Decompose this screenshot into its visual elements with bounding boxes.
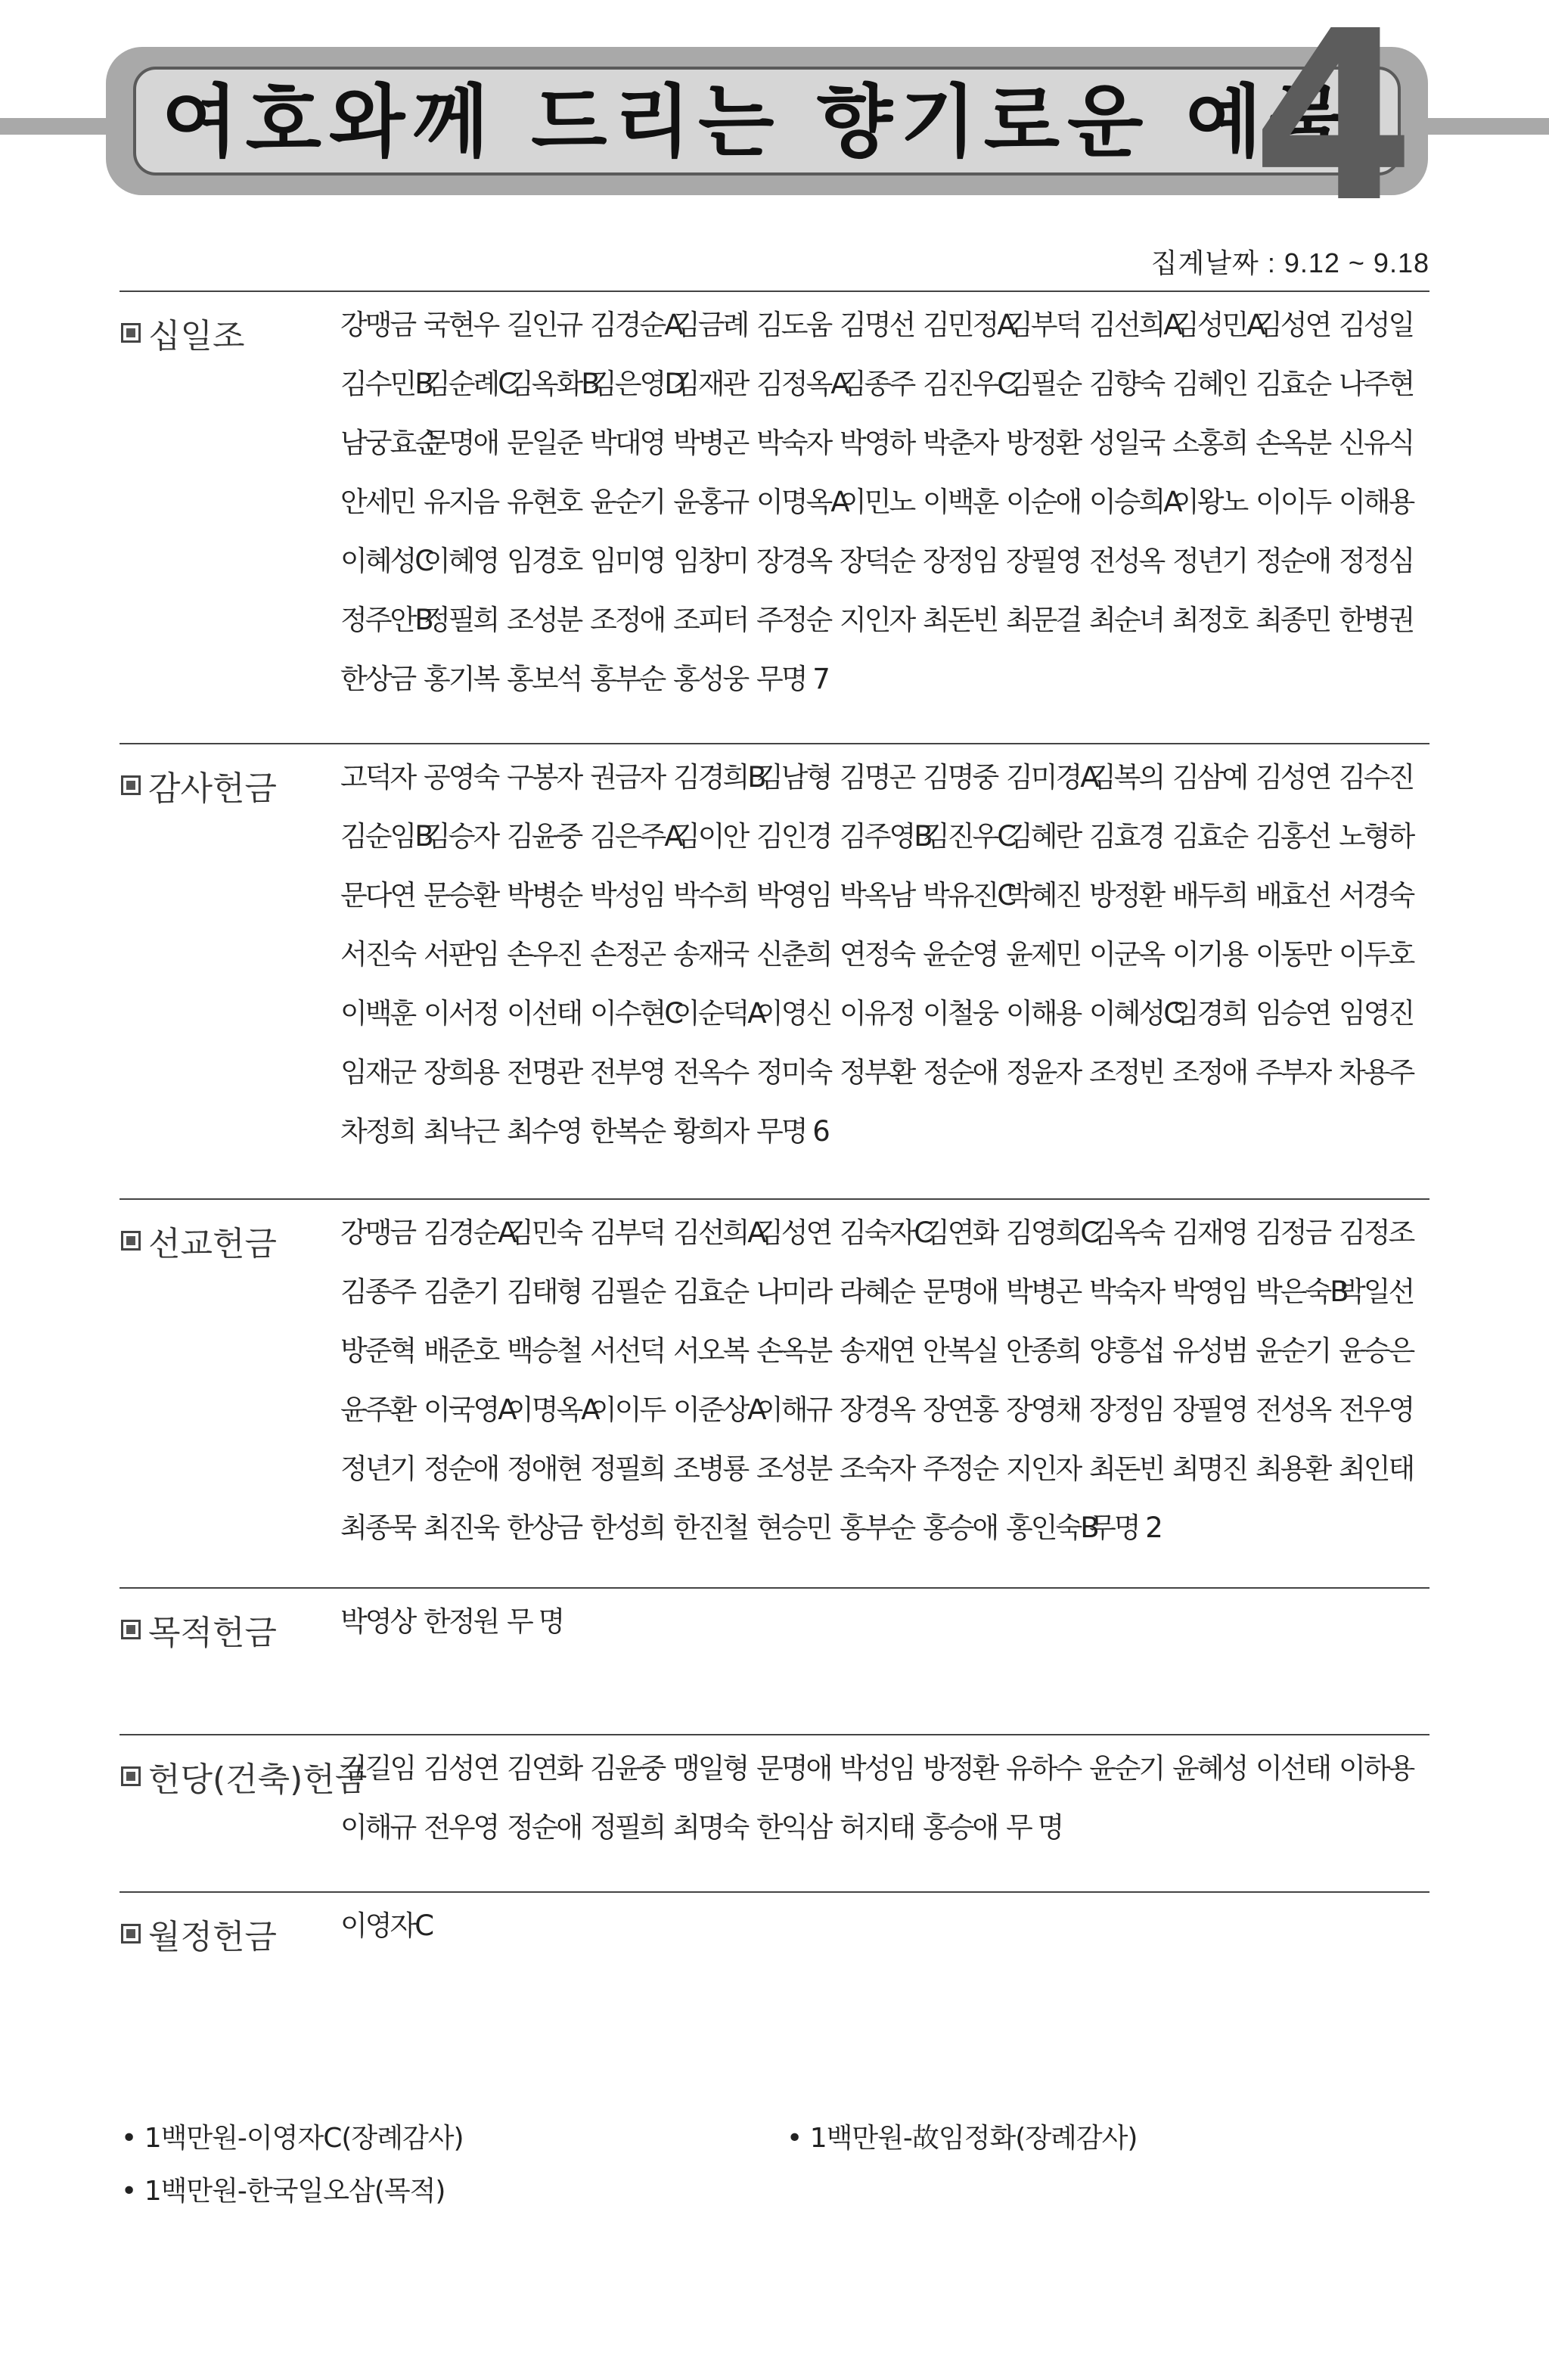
donor-name: 박성임 (590, 879, 665, 912)
donor-name: 이국영A (424, 1394, 515, 1426)
section-bullet-icon (121, 1620, 141, 1639)
note-item: • 1백만원-이영자C(장례감사) (121, 2117, 464, 2155)
donor-name: 전우영 (424, 1811, 498, 1844)
donor-name: 길인규 (507, 309, 582, 341)
donor-name: 이하용 (1339, 1752, 1414, 1785)
donor-name: 이영신 (756, 997, 831, 1030)
donor-name: 한진철 (673, 1512, 748, 1544)
donor-name: 홍기복 (424, 663, 498, 695)
donor-name: 무명 7 (756, 663, 828, 695)
donor-name: 방정환 (1089, 879, 1164, 912)
donor-name: 방정환 (923, 1752, 998, 1785)
donor-name: 홍성웅 (673, 663, 748, 695)
donor-name: 김성일 (1339, 309, 1414, 341)
donor-name: 무 명 (507, 1605, 563, 1638)
donor-name: 임미영 (590, 545, 665, 577)
donor-name: 안종희 (1006, 1334, 1081, 1367)
donor-name: 김필순 (590, 1275, 665, 1308)
donor-name: 김부덕 (1006, 309, 1081, 341)
donor-name: 이혜영 (424, 545, 498, 577)
donor-name: 이승희A (1089, 486, 1181, 518)
donor-name: 박숙자 (756, 427, 831, 459)
donor-name: 이혜성C (340, 545, 433, 577)
donor-name: 김성연 (1256, 309, 1330, 341)
donor-name: 장필영 (1006, 545, 1081, 577)
donor-name: 남궁효순 (340, 427, 439, 459)
donor-name: 서경숙 (1339, 879, 1414, 912)
donor-name: 성일국 (1089, 427, 1164, 459)
donor-name: 허지태 (840, 1811, 914, 1844)
donor-name: 박영임 (756, 879, 831, 912)
section-label: 목적헌금 (148, 1614, 278, 1652)
donor-name: 홍보석 (507, 663, 582, 695)
donor-name: 홍부순 (590, 663, 665, 695)
name-list (340, 1903, 1429, 1962)
donor-name: 이두호 (1339, 938, 1414, 971)
donor-name: 문명애 (756, 1752, 831, 1785)
donor-name: 이민노 (840, 486, 914, 518)
donor-name: 장영채 (1006, 1394, 1081, 1426)
donor-name: 전명관 (507, 1056, 582, 1089)
donor-name: 나미라 (756, 1275, 831, 1308)
donor-name: 문다연 (340, 879, 415, 912)
donor-name: 김숙자C (840, 1216, 932, 1249)
donor-name: 소홍희 (1172, 427, 1247, 459)
donor-name: 이기용 (1172, 938, 1247, 971)
donor-name: 홍승애 (923, 1512, 998, 1544)
donor-name: 홍인숙B (1006, 1512, 1097, 1544)
donor-name: 정필희 (424, 604, 498, 636)
donor-name: 정애현 (507, 1453, 582, 1485)
name-list (340, 1599, 1429, 1658)
donor-name: 한병권 (1339, 604, 1414, 636)
donor-name: 김선희A (1089, 309, 1181, 341)
donor-name: 김혜인 (1172, 368, 1247, 400)
donor-name: 정순애 (424, 1453, 498, 1485)
donor-name: 안세민 (340, 486, 415, 518)
donor-name: 윤순기 (1089, 1752, 1164, 1785)
donor-name: 배두희 (1172, 879, 1247, 912)
donor-name: 이철웅 (923, 997, 998, 1030)
donor-name: 박은숙B (1256, 1275, 1347, 1308)
donor-name: 김수민B (340, 368, 432, 400)
donor-name: 윤순기 (1256, 1334, 1330, 1367)
donor-name: 현승민 (756, 1512, 831, 1544)
donor-name: 김경순A (424, 1216, 515, 1249)
donor-name: 이순덕A (673, 997, 765, 1030)
donor-name: 윤혜성 (1172, 1752, 1247, 1785)
donor-name: 김정금 (1256, 1216, 1330, 1249)
donor-name: 장정임 (923, 545, 998, 577)
donor-name: 정필희 (590, 1811, 665, 1844)
donor-name: 임영진 (1339, 997, 1414, 1030)
donor-name: 윤순영 (923, 938, 998, 971)
donor-name: 김종주 (340, 1275, 415, 1308)
donor-name: 한성희 (590, 1512, 665, 1544)
donor-name: 김정조 (1339, 1216, 1414, 1249)
donor-name: 김진우C (923, 820, 1015, 853)
donor-name: 김금례 (673, 309, 748, 341)
name-list (340, 1210, 1429, 1564)
donor-name: 김재영 (1172, 1216, 1247, 1249)
donor-name: 최명숙 (673, 1811, 748, 1844)
donor-name: 조정애 (1172, 1056, 1247, 1089)
donor-name: 박혜진 (1006, 879, 1081, 912)
donor-name: 김연화 (507, 1752, 582, 1785)
donor-name: 김성민A (1172, 309, 1264, 341)
donor-name: 김옥숙 (1089, 1216, 1164, 1249)
donor-name: 정순애 (923, 1056, 998, 1089)
donor-name: 박성임 (840, 1752, 914, 1785)
donor-name: 차용주 (1339, 1056, 1414, 1089)
donor-name: 정년기 (1172, 545, 1247, 577)
donor-name: 이선태 (1256, 1752, 1330, 1785)
donor-name: 송재국 (673, 938, 748, 971)
donor-name: 김수진 (1339, 761, 1414, 794)
donor-name: 박대영 (590, 427, 665, 459)
note-item: • 1백만원-한국일오삼(목적) (121, 2170, 445, 2208)
donor-name: 김필순 (1006, 368, 1081, 400)
section-label: 십일조 (148, 317, 245, 356)
donor-name: 이혜성C (1089, 997, 1181, 1030)
donor-name: 임경호 (507, 545, 582, 577)
donor-name: 노형하 (1339, 820, 1414, 853)
donor-name: 장경옥 (756, 545, 831, 577)
donor-name: 최정호 (1172, 604, 1247, 636)
donor-name: 유현호 (507, 486, 582, 518)
donor-name: 무명 6 (756, 1115, 828, 1148)
donor-name: 정미숙 (756, 1056, 831, 1089)
donor-name: 김순임B (340, 820, 432, 853)
donor-name: 김성연 (756, 1216, 831, 1249)
donor-name: 손우진 (507, 938, 582, 971)
donor-name: 김효순 (1256, 368, 1330, 400)
donor-name: 백승철 (507, 1334, 582, 1367)
donor-name: 지인자 (840, 604, 914, 636)
donor-name: 김영희C (1006, 1216, 1098, 1249)
section-label: 헌당(건축)헌금 (148, 1760, 368, 1799)
donor-name: 김효순 (673, 1275, 748, 1308)
donor-name: 김경순A (590, 309, 681, 341)
donor-name: 임재군 (340, 1056, 415, 1089)
donor-name: 김옥화B (507, 368, 598, 400)
donor-name: 김선희A (673, 1216, 765, 1249)
donor-name: 주부자 (1256, 1056, 1330, 1089)
name-list (340, 755, 1429, 1168)
section-bullet-icon (121, 1231, 141, 1251)
donor-name: 최수영 (507, 1115, 582, 1148)
donor-name: 김향숙 (1089, 368, 1164, 400)
donor-name: 박숙자 (1089, 1275, 1164, 1308)
donor-name: 최문걸 (1006, 604, 1081, 636)
donor-name: 정정심 (1339, 545, 1414, 577)
donor-name: 문승환 (424, 879, 498, 912)
section-building-offering (120, 1734, 1429, 1891)
donor-name: 정윤자 (1006, 1056, 1081, 1089)
donor-name: 한상금 (507, 1512, 582, 1544)
donor-name: 최용환 (1256, 1453, 1330, 1485)
donor-name: 김경희B (673, 761, 765, 794)
donor-name: 김명선 (840, 309, 914, 341)
donor-name: 최종묵 (340, 1512, 415, 1544)
section-monthly-offering (120, 1891, 1429, 2044)
donor-name: 최명진 (1172, 1453, 1247, 1485)
donor-name: 김남형 (756, 761, 831, 794)
donor-name: 한상금 (340, 663, 415, 695)
donor-name: 이수현C (590, 997, 682, 1030)
donor-name: 장필영 (1172, 1394, 1247, 1426)
donor-name: 윤주환 (340, 1394, 415, 1426)
donor-name: 장희용 (424, 1056, 498, 1089)
page-title: 여호와께 드리는 향기로운 예물 (162, 76, 1353, 168)
donor-name: 조병룡 (673, 1453, 748, 1485)
donor-name: 이영자C (340, 1909, 433, 1942)
donor-name: 정주안B (340, 604, 432, 636)
donor-name: 강맹금 (340, 309, 415, 341)
donor-name: 김부덕 (590, 1216, 665, 1249)
donor-name: 임승연 (1256, 997, 1330, 1030)
donor-name: 김연화 (923, 1216, 998, 1249)
donor-name: 유지음 (424, 486, 498, 518)
donor-name: 한정원 (424, 1605, 498, 1638)
donor-name: 홍승애 (923, 1811, 998, 1844)
donor-name: 김정옥A (756, 368, 848, 400)
donor-name: 임창미 (673, 545, 748, 577)
donor-name: 문명애 (923, 1275, 998, 1308)
donor-name: 김윤중 (507, 820, 582, 853)
donor-name: 이백훈 (923, 486, 998, 518)
donor-name: 정필희 (590, 1453, 665, 1485)
donor-name: 배효선 (1256, 879, 1330, 912)
donor-name: 김길임 (340, 1752, 415, 1785)
donor-name: 문일준 (507, 427, 582, 459)
donor-name: 서진숙 (340, 938, 415, 971)
section-tithe (120, 291, 1429, 743)
donor-name: 김윤중 (590, 1752, 665, 1785)
donor-name: 김은주A (590, 820, 681, 853)
donor-name: 박영임 (1172, 1275, 1247, 1308)
section-purpose-offering (120, 1587, 1429, 1735)
donor-name: 김명중 (923, 761, 998, 794)
donor-name: 김종주 (840, 368, 914, 400)
donor-name: 방정환 (1006, 427, 1081, 459)
donor-name: 김복의 (1089, 761, 1164, 794)
donor-name: 신춘희 (756, 938, 831, 971)
donor-name: 박영상 (340, 1605, 415, 1638)
donor-name: 공영숙 (424, 761, 498, 794)
donor-name: 손옥분 (1256, 427, 1330, 459)
donor-name: 배준호 (424, 1334, 498, 1367)
donor-name: 최순녀 (1089, 604, 1164, 636)
section-label: 선교헌금 (148, 1225, 278, 1263)
donor-name: 조정애 (590, 604, 665, 636)
donor-name: 이이두 (590, 1394, 665, 1426)
donor-name: 장정임 (1089, 1394, 1164, 1426)
donor-name: 윤홍규 (673, 486, 748, 518)
donor-name: 전성옥 (1089, 545, 1164, 577)
donor-name: 장경옥 (840, 1394, 914, 1426)
donor-name: 김태형 (507, 1275, 582, 1308)
donor-name: 구봉자 (507, 761, 582, 794)
donor-name: 안복실 (923, 1334, 998, 1367)
donor-name: 전우영 (1339, 1394, 1414, 1426)
donor-name: 윤승은 (1339, 1334, 1414, 1367)
donor-name: 장덕순 (840, 545, 914, 577)
donor-name: 김홍선 (1256, 820, 1330, 853)
donor-name: 김성연 (424, 1752, 498, 1785)
donor-name: 이준상A (673, 1394, 765, 1426)
donor-name: 맹일형 (673, 1752, 748, 1785)
donor-name: 유하수 (1006, 1752, 1081, 1785)
donor-name: 이해용 (1006, 997, 1081, 1030)
donor-name: 김승자 (424, 820, 498, 853)
donor-name: 이동만 (1256, 938, 1330, 971)
donor-name: 방준혁 (340, 1334, 415, 1367)
donor-name: 권금자 (590, 761, 665, 794)
name-list (340, 303, 1429, 716)
section-label: 월정헌금 (148, 1918, 278, 1956)
donor-name: 고덕자 (340, 761, 415, 794)
donor-name: 김순례C (424, 368, 516, 400)
donor-name: 차정희 (340, 1115, 415, 1148)
donor-name: 김은영D (590, 368, 684, 400)
donor-name: 조성분 (756, 1453, 831, 1485)
donor-name: 박춘자 (923, 427, 998, 459)
donor-name: 라혜순 (840, 1275, 914, 1308)
donor-name: 신유식 (1339, 427, 1414, 459)
donor-name: 이명옥A (756, 486, 848, 518)
donor-name: 김민정A (923, 309, 1014, 341)
donor-name: 이서정 (424, 997, 498, 1030)
donor-name: 지인자 (1006, 1453, 1081, 1485)
donor-name: 이선태 (507, 997, 582, 1030)
donor-name: 무명 2 (1089, 1512, 1161, 1544)
donor-name: 연정숙 (840, 938, 914, 971)
donor-name: 박일선 (1339, 1275, 1414, 1308)
donor-name: 최종민 (1256, 604, 1330, 636)
donor-name: 김주영B (840, 820, 931, 853)
donor-name: 조성분 (507, 604, 582, 636)
donor-name: 이유정 (840, 997, 914, 1030)
donor-name: 정순애 (507, 1811, 582, 1844)
donor-name: 박유진C (923, 879, 1015, 912)
donor-name: 김도움 (756, 309, 831, 341)
section-bullet-icon (121, 1924, 141, 1943)
donor-name: 주정순 (756, 604, 831, 636)
donor-name: 이왕노 (1172, 486, 1247, 518)
donor-name: 정년기 (340, 1453, 415, 1485)
donor-name: 최진욱 (424, 1512, 498, 1544)
donor-name: 조정빈 (1089, 1056, 1164, 1089)
section-mission-offering (120, 1198, 1429, 1587)
donor-name: 전성옥 (1256, 1394, 1330, 1426)
donor-name: 홍부순 (840, 1512, 914, 1544)
donor-name: 양흥섭 (1089, 1334, 1164, 1367)
donor-name: 최돈빈 (1089, 1453, 1164, 1485)
donor-name: 전옥수 (673, 1056, 748, 1089)
donor-name: 이명옥A (507, 1394, 598, 1426)
section-label: 감사헌금 (148, 769, 278, 808)
donor-name: 김효경 (1089, 820, 1164, 853)
donor-name: 서선덕 (590, 1334, 665, 1367)
donor-name: 국현우 (424, 309, 498, 341)
tally-date: 집계날짜 : 9.12 ~ 9.18 (1150, 247, 1429, 278)
donor-name: 정부환 (840, 1056, 914, 1089)
donor-name: 김삼예 (1172, 761, 1247, 794)
donor-name: 최낙근 (424, 1115, 498, 1148)
donor-name: 나주현 (1339, 368, 1414, 400)
name-list (340, 1746, 1429, 1864)
donor-name: 주정순 (923, 1453, 998, 1485)
donor-name: 손정곤 (590, 938, 665, 971)
donor-name: 김인경 (756, 820, 831, 853)
donor-name: 이해규 (340, 1811, 415, 1844)
donor-name: 김진우C (923, 368, 1015, 400)
donor-name: 강맹금 (340, 1216, 415, 1249)
note-item: • 1백만원-故임정화(장례감사) (787, 2117, 1137, 2155)
donor-name: 송재연 (840, 1334, 914, 1367)
donor-name: 조숙자 (840, 1453, 914, 1485)
donor-name: 김이안 (673, 820, 748, 853)
donor-name: 박병곤 (673, 427, 748, 459)
donor-name: 정순애 (1256, 545, 1330, 577)
donor-name: 최인태 (1339, 1453, 1414, 1485)
donor-name: 이해용 (1339, 486, 1414, 518)
donor-name: 윤제민 (1006, 938, 1081, 971)
donor-name: 조피터 (673, 604, 748, 636)
donor-name: 황희자 (673, 1115, 748, 1148)
section-thanks-offering (120, 743, 1429, 1200)
donor-name: 이해규 (756, 1394, 831, 1426)
donor-name: 김민숙 (507, 1216, 582, 1249)
donor-name: 손옥분 (756, 1334, 831, 1367)
donor-name: 이군옥 (1089, 938, 1164, 971)
donor-name: 무 명 (1006, 1811, 1063, 1844)
section-bullet-icon (121, 1766, 141, 1786)
donor-name: 박병순 (507, 879, 582, 912)
donor-name: 한복순 (590, 1115, 665, 1148)
donor-name: 박옥남 (840, 879, 914, 912)
donor-name: 이이두 (1256, 486, 1330, 518)
section-bullet-icon (121, 775, 141, 795)
donor-name: 김혜란 (1006, 820, 1081, 853)
donor-name: 박영하 (840, 427, 914, 459)
donor-name: 최돈빈 (923, 604, 998, 636)
donor-name: 장연홍 (923, 1394, 998, 1426)
donor-name: 김미경A (1006, 761, 1097, 794)
donor-name: 윤순기 (590, 486, 665, 518)
donor-name: 서오복 (673, 1334, 748, 1367)
section-bullet-icon (121, 323, 141, 343)
donor-name: 이순애 (1006, 486, 1081, 518)
donor-name: 김효순 (1172, 820, 1247, 853)
donor-name: 박병곤 (1006, 1275, 1081, 1308)
page-number: 4 (1252, 0, 1415, 254)
donor-name: 문명애 (424, 427, 498, 459)
donor-name: 김재관 (673, 368, 748, 400)
donor-name: 김성연 (1256, 761, 1330, 794)
donor-name: 김춘기 (424, 1275, 498, 1308)
donor-name: 한익삼 (756, 1811, 831, 1844)
donor-name: 김명곤 (840, 761, 914, 794)
donor-name: 이백훈 (340, 997, 415, 1030)
donor-name: 서판임 (424, 938, 498, 971)
donor-name: 전부영 (590, 1056, 665, 1089)
donor-name: 박수희 (673, 879, 748, 912)
donor-name: 유성범 (1172, 1334, 1247, 1367)
donor-name: 임경희 (1172, 997, 1247, 1030)
